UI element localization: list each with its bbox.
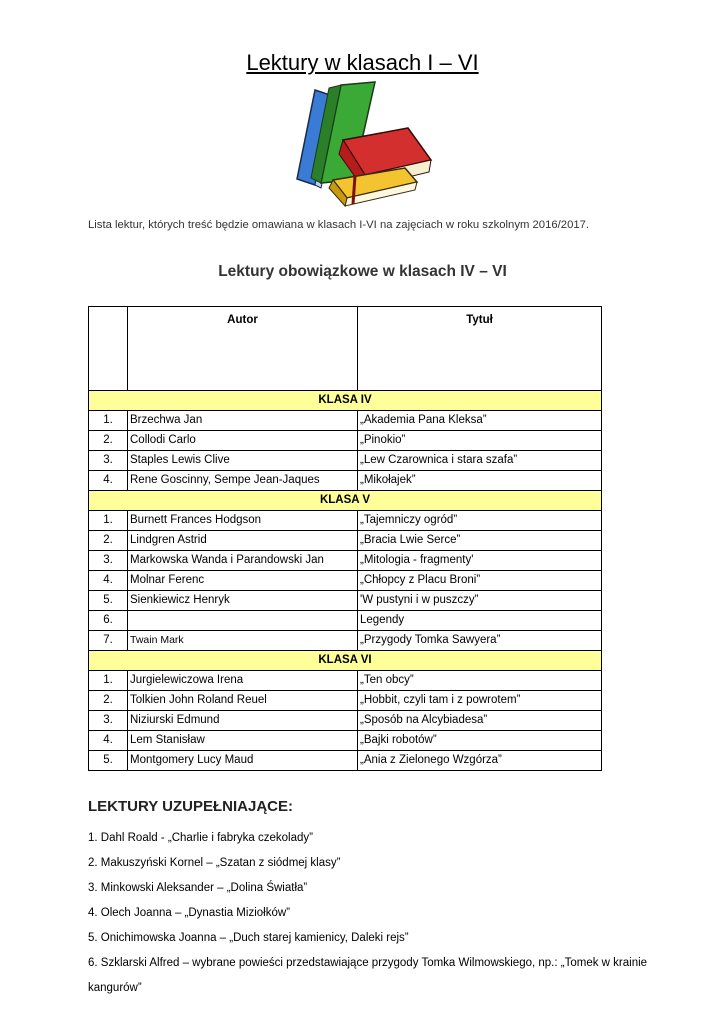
row-title: „Ten obcy” <box>358 671 602 691</box>
list-item: 6. Szklarski Alfred – wybrane powieści przedstawiające przygody Tomka Wilmowskiego, np.: „Tomek w krainie kangurów” <box>88 957 648 994</box>
row-number: 3. <box>89 451 128 471</box>
row-number: 2. <box>89 531 128 551</box>
row-author: Montgomery Lucy Maud <box>128 751 358 771</box>
row-title: „Mikołajek” <box>358 471 602 491</box>
row-author: Collodi Carlo <box>128 431 358 451</box>
intro-text: Lista lektur, których treść będzie omawiana w klasach I-VI na zajęciach w roku szkolnym 2016/2017. <box>88 219 590 231</box>
class-section-label: KLASA VI <box>89 651 602 671</box>
row-number: 1. <box>89 671 128 691</box>
table-row <box>89 431 602 451</box>
list-item: 4. Olech Joanna – „Dynastia Miziołków” <box>88 907 290 919</box>
table-header-row <box>89 307 602 391</box>
row-author: Molnar Ferenc <box>128 571 358 591</box>
supplementary-heading: LEKTURY UZUPEŁNIAJĄCE: <box>88 798 294 815</box>
list-item: 5. Onichimowska Joanna – „Duch starej kamienicy, Daleki rejs” <box>88 932 409 944</box>
table-row <box>89 611 602 631</box>
row-title: „Bajki robotów” <box>358 731 602 751</box>
row-title: „Sposób na Alcybiadesa” <box>358 711 602 731</box>
class-section-label: KLASA V <box>89 491 602 511</box>
table-row <box>89 671 602 691</box>
row-title: 'W pustyni i w puszczy” <box>358 591 602 611</box>
row-author: Rene Goscinny, Sempe Jean-Jaques <box>128 471 358 491</box>
row-number: 5. <box>89 591 128 611</box>
page-title: Lektury w klasach I – VI <box>246 50 479 75</box>
table-row <box>89 751 602 771</box>
row-title: „Tajemniczy ogród” <box>358 511 602 531</box>
table-row <box>89 551 602 571</box>
row-author: Niziurski Edmund <box>128 711 358 731</box>
row-number: 3. <box>89 551 128 571</box>
table-row <box>89 731 602 751</box>
row-number: 7. <box>89 631 128 651</box>
row-number: 2. <box>89 431 128 451</box>
reading-list-table <box>88 306 602 771</box>
row-author: Lindgren Astrid <box>128 531 358 551</box>
row-author: Brzechwa Jan <box>128 411 358 431</box>
list-item: 3. Minkowski Aleksander – „Dolina Światła” <box>88 882 308 894</box>
header-num-cell <box>89 307 128 391</box>
class-section-row <box>89 391 602 411</box>
table-row <box>89 691 602 711</box>
row-number: 2. <box>89 691 128 711</box>
row-title: „Hobbit, czyli tam i z powrotem” <box>358 691 602 711</box>
row-title: Legendy <box>358 611 602 631</box>
table-row <box>89 591 602 611</box>
table-row <box>89 631 602 651</box>
row-author: Tolkien John Roland Reuel <box>128 691 358 711</box>
row-number: 4. <box>89 571 128 591</box>
row-author: Twain Mark <box>128 631 358 651</box>
row-number: 6. <box>89 611 128 631</box>
table-row <box>89 511 602 531</box>
row-number: 5. <box>89 751 128 771</box>
row-title: „Ania z Zielonego Wzgórza” <box>358 751 602 771</box>
header-title: Tytuł <box>358 307 602 391</box>
table-row <box>89 711 602 731</box>
table-row <box>89 451 602 471</box>
supplementary-list <box>88 826 648 1001</box>
row-author: Markowska Wanda i Parandowski Jan <box>128 551 358 571</box>
row-title: „Bracia Lwie Serce” <box>358 531 602 551</box>
row-number: 3. <box>89 711 128 731</box>
row-author: Jurgielewiczowa Irena <box>128 671 358 691</box>
class-section-label: KLASA IV <box>89 391 602 411</box>
table-row <box>89 571 602 591</box>
row-title: „Lew Czarownica i stara szafa” <box>358 451 602 471</box>
row-title: „Pinokio” <box>358 431 602 451</box>
section-title: Lektury obowiązkowe w klasach IV – VI <box>218 263 507 280</box>
row-author <box>128 611 358 631</box>
row-title: „Chłopcy z Placu Broni” <box>358 571 602 591</box>
table-row <box>89 471 602 491</box>
row-author: Staples Lewis Clive <box>128 451 358 471</box>
row-number: 4. <box>89 731 128 751</box>
row-title: „Akademia Pana Kleksa” <box>358 411 602 431</box>
header-author: Autor <box>128 307 358 391</box>
row-author: Burnett Frances Hodgson <box>128 511 358 531</box>
list-item: 1. Dahl Roald - „Charlie i fabryka czekolady” <box>88 832 313 844</box>
class-section-row <box>89 491 602 511</box>
table-row <box>89 411 602 431</box>
row-number: 1. <box>89 511 128 531</box>
row-author: Lem Stanisław <box>128 731 358 751</box>
list-item: 2. Makuszyński Kornel – „Szatan z siódmej klasy” <box>88 857 341 869</box>
row-number: 4. <box>89 471 128 491</box>
books-illustration <box>293 80 433 210</box>
row-author: Sienkiewicz Henryk <box>128 591 358 611</box>
row-number: 1. <box>89 411 128 431</box>
row-title: „Mitologia - fragmenty' <box>358 551 602 571</box>
class-section-row <box>89 651 602 671</box>
table-row <box>89 531 602 551</box>
row-title: „Przygody Tomka Sawyera” <box>358 631 602 651</box>
